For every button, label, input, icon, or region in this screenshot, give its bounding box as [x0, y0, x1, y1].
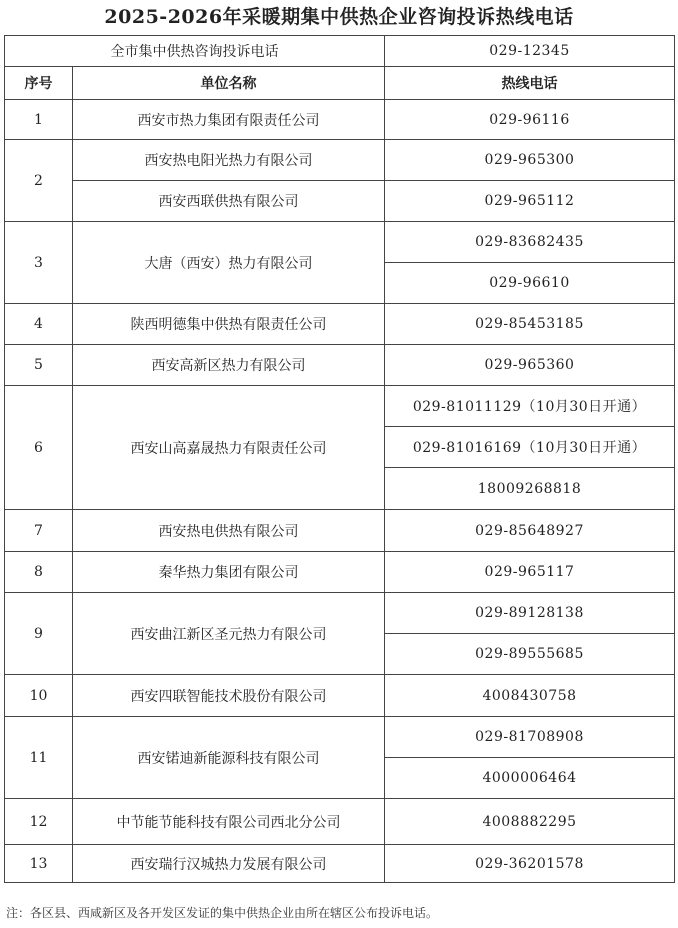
row-index: 10: [5, 675, 73, 717]
hotline-phone: 4000006464: [385, 758, 675, 799]
hotline-phone: 4008430758: [385, 675, 675, 717]
table-row: [5, 552, 675, 593]
table-header-row: [5, 67, 675, 100]
company-name: 大唐（西安）热力有限公司: [73, 222, 385, 304]
company-name: 西安瑞行汉城热力发展有限公司: [73, 845, 385, 883]
table-row: [5, 845, 675, 883]
hotline-phone: 18009268818: [385, 468, 675, 510]
table-row: [5, 345, 675, 386]
row-index: 9: [5, 593, 73, 675]
city-hotline-phone: 029-12345: [385, 36, 675, 67]
row-index: 5: [5, 345, 73, 386]
company-name: 中节能节能科技有限公司西北分公司: [73, 799, 385, 845]
hotline-phone: 029-85648927: [385, 510, 675, 552]
row-index: 6: [5, 386, 73, 510]
row-index: 12: [5, 799, 73, 845]
table-row: [5, 100, 675, 140]
hotline-phone: 029-965117: [385, 552, 675, 593]
header-index: 序号: [5, 67, 73, 100]
table-row: [5, 222, 675, 263]
row-index: 3: [5, 222, 73, 304]
table-row: [5, 717, 675, 758]
company-name: 西安曲江新区圣元热力有限公司: [73, 593, 385, 675]
hotline-phone: 029-81011129（10月30日开通）: [385, 386, 675, 427]
row-index: 11: [5, 717, 73, 799]
table-row: [5, 181, 675, 222]
table-row: [5, 799, 675, 845]
hotline-phone: 029-36201578: [385, 845, 675, 883]
hotline-phone: 029-85453185: [385, 304, 675, 345]
footnote: 注：各区县、西咸新区及各开发区发证的集中供热企业由所在辖区公布投诉电话。: [6, 906, 439, 920]
company-name: 西安四联智能技术股份有限公司: [73, 675, 385, 717]
row-index: 13: [5, 845, 73, 883]
row-index: 8: [5, 552, 73, 593]
company-name: 西安山高嘉晟热力有限责任公司: [73, 386, 385, 510]
row-index: 7: [5, 510, 73, 552]
table-row: [5, 304, 675, 345]
page-title: 2025-2026年采暖期集中供热企业咨询投诉热线电话: [104, 6, 574, 28]
company-name: 西安热电阳光热力有限公司: [73, 140, 385, 181]
hotline-phone: 029-965112: [385, 181, 675, 222]
header-name: 单位名称: [73, 67, 385, 100]
hotline-phone: 029-965360: [385, 345, 675, 386]
header-phone: 热线电话: [385, 67, 675, 100]
table-row: [5, 675, 675, 717]
company-name: 西安市热力集团有限责任公司: [73, 100, 385, 140]
hotline-phone: 029-96610: [385, 263, 675, 304]
row-index: 4: [5, 304, 73, 345]
hotline-phone: 4008882295: [385, 799, 675, 845]
table-row: [5, 593, 675, 634]
table-row: [5, 386, 675, 427]
company-name: 陕西明德集中供热有限责任公司: [73, 304, 385, 345]
hotline-phone: 029-89555685: [385, 634, 675, 675]
hotline-phone: 029-83682435: [385, 222, 675, 263]
company-name: 西安热电供热有限公司: [73, 510, 385, 552]
city-hotline-label: 全市集中供热咨询投诉电话: [5, 36, 385, 67]
company-name: 西安西联供热有限公司: [73, 181, 385, 222]
table-row: [5, 140, 675, 181]
hotline-phone: 029-81708908: [385, 717, 675, 758]
row-index: 2: [5, 140, 73, 222]
company-name: 秦华热力集团有限公司: [73, 552, 385, 593]
hotline-phone: 029-965300: [385, 140, 675, 181]
row-index: 1: [5, 100, 73, 140]
hotline-phone: 029-81016169（10月30日开通）: [385, 427, 675, 468]
hotline-phone: 029-89128138: [385, 593, 675, 634]
hotline-phone: 029-96116: [385, 100, 675, 140]
company-name: 西安锘迪新能源科技有限公司: [73, 717, 385, 799]
table-row: [5, 510, 675, 552]
city-hotline-row: [5, 36, 675, 67]
company-name: 西安高新区热力有限公司: [73, 345, 385, 386]
hotline-table: [4, 35, 675, 883]
